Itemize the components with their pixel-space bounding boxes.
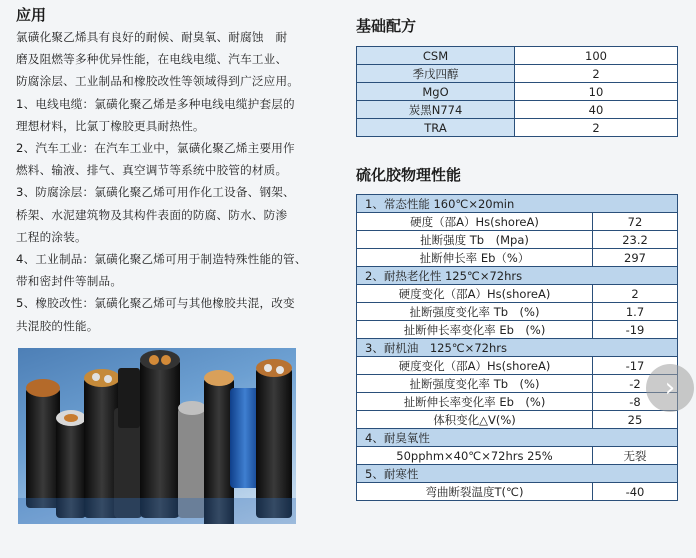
table-row [357, 47, 678, 65]
application-line: 防腐涂层、工业制品和橡胶改性等领域得到广泛应用。 [16, 74, 300, 89]
formula-name: TRA [357, 119, 515, 137]
property-value: 72 [593, 213, 678, 231]
section-row [357, 429, 678, 447]
table-row [357, 375, 678, 393]
application-line: 磨及阻燃等多种优异性能，在电线电缆、汽车工业、 [16, 52, 288, 67]
property-name: 硬度变化（邵A）Hs(shoreA) [357, 357, 593, 375]
table-row [357, 303, 678, 321]
table-row [357, 285, 678, 303]
table-row [357, 447, 678, 465]
application-line: 带和密封件等制品。 [16, 274, 123, 289]
application-line: 2、汽车工业：在汽车工业中，氯磺化聚乙烯主要用作 [16, 141, 295, 156]
property-name: 硬度（邵A）Hs(shoreA) [357, 213, 593, 231]
property-name: 弯曲断裂温度T(℃) [357, 483, 593, 501]
formula-value: 2 [515, 119, 678, 137]
application-line: 5、橡胶改性：氯磺化聚乙烯可与其他橡胶共混，改变 [16, 296, 295, 311]
formula-name: 季戊四醇 [357, 65, 515, 83]
application-line: 1、电线电缆：氯磺化聚乙烯是多种电线电缆护套层的 [16, 96, 295, 111]
table-row [357, 213, 678, 231]
section-row [357, 465, 678, 483]
formula-value: 40 [515, 101, 678, 119]
property-name: 体积变化△V(%) [357, 411, 593, 429]
property-value: 无裂 [593, 447, 678, 465]
section-row [357, 267, 678, 285]
property-name: 扯断伸长率变化率 Eb (%) [357, 321, 593, 339]
formula-name: 炭黑N774 [357, 101, 515, 119]
table-row [357, 411, 678, 429]
formula-name: CSM [357, 47, 515, 65]
table-row [357, 65, 678, 83]
application-line: 4、工业制品：氯磺化聚乙烯可用于制造特殊性能的管、 [16, 252, 307, 267]
application-line: 理想材料，比氯丁橡胶更具耐热性。 [16, 118, 205, 133]
application-section [16, 4, 346, 337]
application-line: 3、防腐涂层：氯磺化聚乙烯可用作化工设备、钢架、 [16, 185, 295, 200]
section-heading: 4、耐臭氧性 [357, 429, 678, 447]
table-row [357, 231, 678, 249]
property-value: 297 [593, 249, 678, 267]
property-name: 50pphm×40℃×72hrs 25% [357, 447, 593, 465]
table-row [357, 357, 678, 375]
section-heading: 2、耐热老化性 125℃×72hrs [357, 267, 678, 285]
application-line: 共混胶的性能。 [16, 318, 99, 333]
property-name: 硬度变化（邵A）Hs(shoreA) [357, 285, 593, 303]
spec-section [356, 14, 678, 501]
chevron-right-icon: › [664, 373, 676, 403]
physical-title: 硫化胶物理性能 [356, 166, 462, 184]
application-line: 燃料、输液、排气、真空调节等系统中胶管的材质。 [16, 163, 288, 178]
property-value: -19 [593, 321, 678, 339]
property-value: 25 [593, 411, 678, 429]
section-heading: 1、常态性能 160℃×20min [357, 195, 678, 213]
application-text [16, 26, 346, 337]
application-title: 应用 [16, 6, 47, 24]
physical-table [356, 194, 678, 501]
property-name: 扯断强度 Tb (Mpa) [357, 231, 593, 249]
cable-photo [18, 348, 296, 524]
formula-title: 基础配方 [356, 17, 417, 35]
table-row [357, 101, 678, 119]
formula-value: 10 [515, 83, 678, 101]
property-value: 2 [593, 285, 678, 303]
table-row [357, 393, 678, 411]
property-value: 1.7 [593, 303, 678, 321]
application-line: 工程的涂装。 [16, 229, 87, 244]
next-image-button[interactable] [646, 364, 694, 412]
formula-value: 2 [515, 65, 678, 83]
table-row [357, 483, 678, 501]
section-heading: 5、耐寒性 [357, 465, 678, 483]
property-name: 扯断伸长率变化率 Eb (%) [357, 393, 593, 411]
section-heading: 3、耐机油 125℃×72hrs [357, 339, 678, 357]
property-name: 扯断强度变化率 Tb (%) [357, 375, 593, 393]
cable-illustration [18, 348, 296, 524]
section-row [357, 195, 678, 213]
property-name: 扯断强度变化率 Tb (%) [357, 303, 593, 321]
property-value: -40 [593, 483, 678, 501]
formula-value: 100 [515, 47, 678, 65]
table-row [357, 119, 678, 137]
formula-table [356, 46, 678, 137]
table-row [357, 83, 678, 101]
property-name: 扯断伸长率 Eb（%） [357, 249, 593, 267]
section-row [357, 339, 678, 357]
table-row [357, 249, 678, 267]
property-value: -8 [593, 393, 678, 411]
property-value: -17 [593, 357, 678, 375]
formula-name: MgO [357, 83, 515, 101]
application-line: 氯磺化聚乙烯具有良好的耐候、耐臭氧、耐腐蚀 耐 [16, 30, 288, 44]
property-value: 23.2 [593, 231, 678, 249]
application-line: 桥架、水泥建筑物及其构件表面的防腐、防水、防渗 [16, 207, 288, 222]
property-value: -2 [593, 375, 678, 393]
table-row [357, 321, 678, 339]
